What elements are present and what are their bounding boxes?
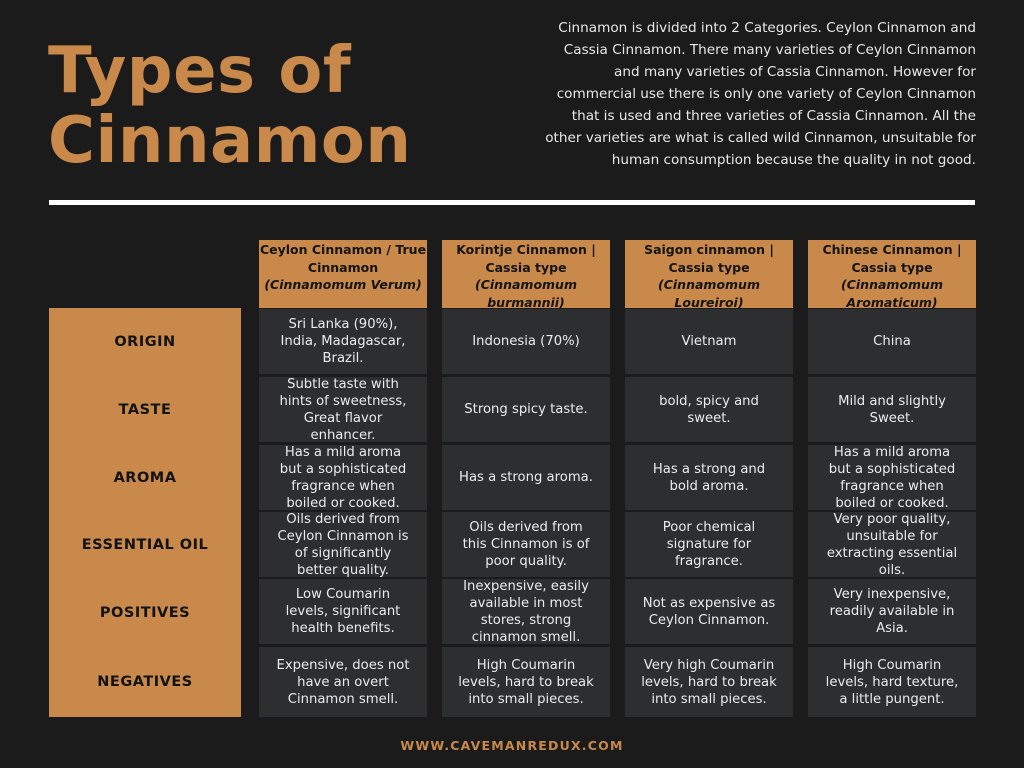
column-header-name: Chinese Cinnamon | Cassia type xyxy=(822,242,962,275)
table-cell-taste: Mild and slightly Sweet. xyxy=(808,377,976,442)
table-cell-positives: Very inexpensive, readily available in Asia. xyxy=(808,579,976,644)
row-label-taste: TASTE xyxy=(118,402,172,418)
column-header xyxy=(442,240,610,308)
table-cell-negatives: High Coumarin levels, hard texture, a little pungent. xyxy=(808,647,976,717)
table-cell-taste: Strong spicy taste. xyxy=(442,377,610,442)
table-cell-negatives: Expensive, does not have an overt Cinnamon smell. xyxy=(259,647,427,717)
table-cell-aroma: Has a strong and bold aroma. xyxy=(625,445,793,510)
row-label-aroma: AROMA xyxy=(113,470,177,486)
table-cell-taste: bold, spicy and sweet. xyxy=(625,377,793,442)
table-cell-taste: Subtle taste with hints of sweetness, Great flavor enhancer. xyxy=(259,377,427,442)
intro-paragraph: Cinnamon is divided into 2 Categories. Ceylon Cinnamon and Cassia Cinnamon. There many varieties of Ceylon Cinnamon and many varieties of Cassia Cinnamon. However for commercial use there is only one variety of Ceylon Cinnamon that is used and three varieties of Cassia Cinnamon. All the other varieties are what is called wild Cinnamon, unsuitable for human consumption because the quality in not good. xyxy=(545,20,976,168)
title-line-1: Types of xyxy=(48,34,352,108)
table-cell-essential-oil: Very poor quality, unsuitable for extracting essential oils. xyxy=(808,512,976,577)
table-cell-origin: Sri Lanka (90%), India, Madagascar, Brazil. xyxy=(259,309,427,374)
row-label-origin: ORIGIN xyxy=(114,334,176,350)
table-cell-essential-oil: Oils derived from this Cinnamon is of poor quality. xyxy=(442,512,610,577)
column-header-scientific: (Cinnamomum Loureiroi) xyxy=(658,277,760,310)
row-header-column xyxy=(49,308,241,717)
row-label-essential-oil: ESSENTIAL OIL xyxy=(81,537,209,553)
table-cell-aroma: Has a strong aroma. xyxy=(442,445,610,510)
column-header-scientific: (Cinnamomum Verum) xyxy=(264,277,422,292)
table-cell-aroma: Has a mild aroma but a sophisticated fragrance when boiled or cooked. xyxy=(808,445,976,510)
table-cell-origin: Vietnam xyxy=(625,309,793,374)
footer-website: WWW.CAVEMANREDUX.COM xyxy=(400,738,624,753)
column-header-name: Saigon cinnamon | Cassia type xyxy=(644,242,774,275)
table-cell-negatives: Very high Coumarin levels, hard to break into small pieces. xyxy=(625,647,793,717)
table-cell-origin: China xyxy=(808,309,976,374)
column-header xyxy=(625,240,793,308)
column-header-name: Ceylon Cinnamon / True Cinnamon xyxy=(259,242,427,275)
column-header-scientific: (Cinnamomum Aromaticum) xyxy=(841,277,943,310)
table-cell-negatives: High Coumarin levels, hard to break into small pieces. xyxy=(442,647,610,717)
column-header xyxy=(808,240,976,308)
table-cell-positives: Not as expensive as Ceylon Cinnamon. xyxy=(625,579,793,644)
table-cell-origin: Indonesia (70%) xyxy=(442,309,610,374)
column-header-scientific: (Cinnamomum burmannii) xyxy=(475,277,577,310)
table-cell-positives: Inexpensive, easily available in most stores, strong cinnamon smell. xyxy=(442,579,610,644)
table-cell-aroma: Has a mild aroma but a sophisticated fragrance when boiled or cooked. xyxy=(259,445,427,510)
column-header-name: Korintje Cinnamon | Cassia type xyxy=(456,242,596,275)
table-cell-essential-oil: Poor chemical signature for fragrance. xyxy=(625,512,793,577)
page-title xyxy=(48,36,411,176)
table-cell-essential-oil: Oils derived from Ceylon Cinnamon is of significantly better quality. xyxy=(259,512,427,577)
title-line-2: Cinnamon xyxy=(48,104,412,178)
divider xyxy=(49,200,975,205)
row-label-positives: POSITIVES xyxy=(99,605,191,621)
column-header xyxy=(259,240,427,308)
table-cell-positives: Low Coumarin levels, significant health benefits. xyxy=(259,579,427,644)
row-label-negatives: NEGATIVES xyxy=(97,674,193,690)
